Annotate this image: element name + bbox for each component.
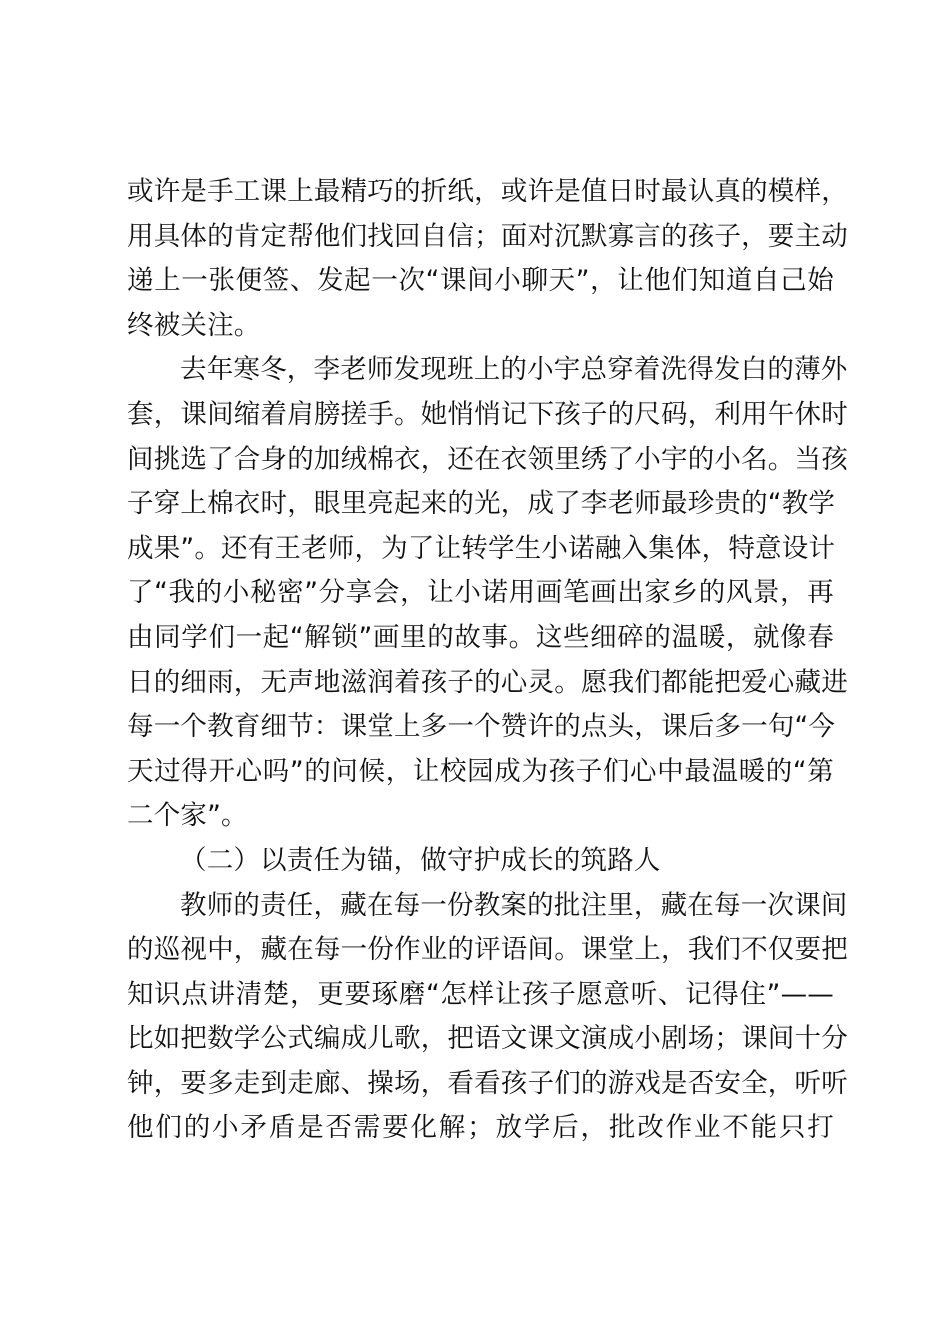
text-line: 钟，要多走到走廊、操场，看看孩子们的游戏是否安全，听听 <box>127 1067 848 1099</box>
text-line: 或许是手工课上最精巧的折纸，或许是值日时最认真的模样， <box>127 176 848 207</box>
text-line: 间挑选了合身的加绒棉衣，还在衣领里绣了小宇的小名。当孩 <box>127 443 848 475</box>
text-line: 去年寒冬，李老师发现班上的小宇总穿着洗得发白的薄外 <box>180 354 848 386</box>
text-line: 日的细雨，无声地滋润着孩子的心灵。愿我们都能把爱心藏进 <box>127 666 848 698</box>
text-line: 了“我的小秘密”分享会，让小诺用画笔画出家乡的风景，再 <box>127 577 834 609</box>
text-line: 子穿上棉衣时，眼里亮起来的光，成了李老师最珍贵的“教学 <box>127 488 836 520</box>
text-line: 的巡视中，藏在每一份作业的评语间。课堂上，我们不仅要把 <box>127 934 848 966</box>
text-line: 由同学们一起“解锁”画里的故事。这些细碎的温暖，就像春 <box>127 621 834 653</box>
text-line: 他们的小矛盾是否需要化解；放学后，批改作业不能只打 <box>127 1112 834 1144</box>
text-line: 终被关注。 <box>127 309 261 341</box>
document-body <box>127 170 848 1151</box>
text-line: 用具体的肯定帮他们找回自信；面对沉默寡言的孩子，要主动 <box>127 220 848 252</box>
text-line: 教师的责任，藏在每一份教案的批注里，藏在每一次课间 <box>180 889 848 921</box>
section-heading: （二）以责任为锚，做守护成长的筑路人 <box>180 844 661 876</box>
text-line: 天过得开心吗”的问候，让校园成为孩子们心中最温暖的“第 <box>127 755 834 787</box>
text-line: 二个家”。 <box>127 800 248 832</box>
text-line: 递上一张便签、发起一次“课间小聊天”，让他们知道自己始 <box>127 265 834 297</box>
text-line: 成果”。还有王老师，为了让转学生小诺融入集体，特意设计 <box>127 532 836 564</box>
text-line: 比如把数学公式编成儿歌，把语文课文演成小剧场；课间十分 <box>127 1023 848 1055</box>
text-line: 知识点讲清楚，更要琢磨“怎样让孩子愿意听、记得住”—— <box>127 978 834 1010</box>
text-line: 套，课间缩着肩膀搓手。她悄悄记下孩子的尺码，利用午休时 <box>127 398 848 430</box>
text-line: 每一个教育细节：课堂上多一个赞许的点头，课后多一句“今 <box>127 711 836 743</box>
